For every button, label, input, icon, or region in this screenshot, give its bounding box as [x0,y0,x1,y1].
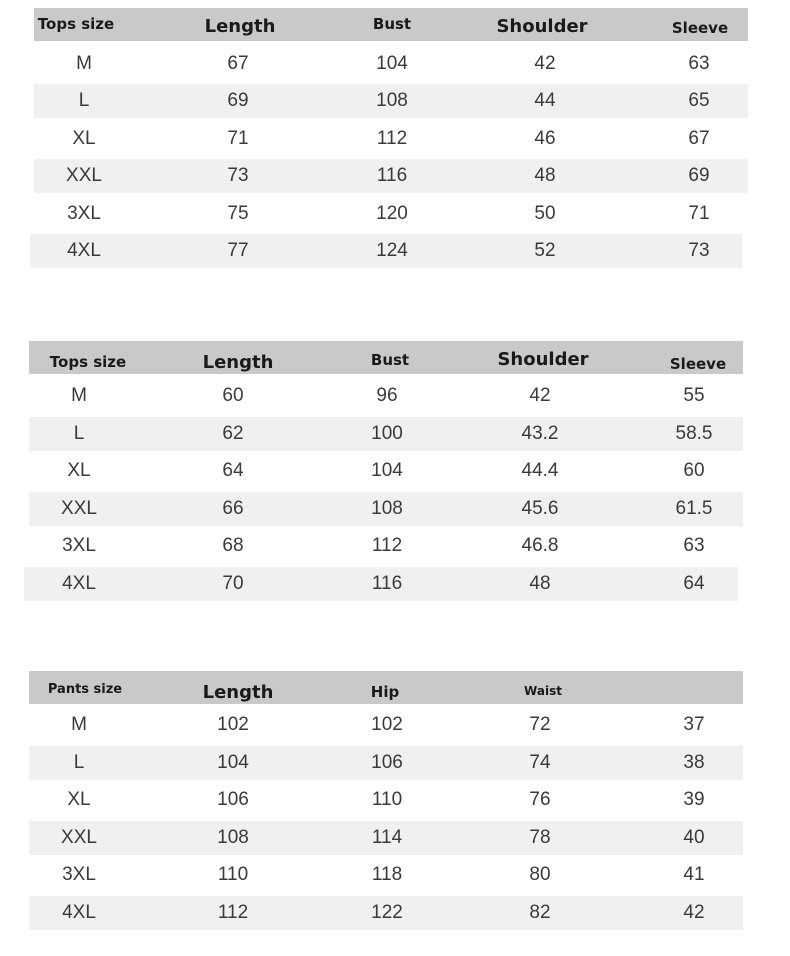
cell-length: 104 [217,752,249,773]
cell-length: 108 [217,827,249,848]
cell-waist: 78 [529,827,551,848]
cell-size: 3XL [67,203,101,224]
cell-waist: 80 [529,864,551,885]
cell-shoulder: 48 [534,165,556,186]
cell-size: XXL [61,498,97,519]
cell-length: 77 [227,240,249,261]
cell-shoulder: 50 [534,203,556,224]
cell-length: 62 [222,423,244,444]
cell-sleeve: 67 [688,128,710,149]
cell-bust: 96 [376,385,398,406]
header-sleeve: Sleeve [669,355,727,373]
table-row [29,492,743,526]
cell-waist: 76 [529,789,551,810]
size-table-pants [29,671,743,931]
cell-size: L [73,423,85,444]
cell-size: XL [67,460,91,481]
cell-shoulder: 45.6 [521,498,559,519]
cell-length: 67 [227,53,249,74]
cell-extra: 39 [683,789,705,810]
cell-shoulder: 46.8 [521,535,559,556]
table-row [29,783,743,817]
cell-size: L [73,752,85,773]
cell-length: 73 [227,165,249,186]
cell-size: XL [67,789,91,810]
table-row [30,234,742,268]
cell-sleeve: 60 [683,460,705,481]
cell-size: XL [72,128,96,149]
cell-length: 69 [227,90,249,111]
cell-shoulder: 42 [534,53,556,74]
cell-size: XXL [66,165,102,186]
cell-extra: 37 [683,714,705,735]
cell-length: 102 [217,714,249,735]
cell-length: 106 [217,789,249,810]
cell-bust: 104 [371,460,403,481]
cell-bust: 116 [376,165,408,186]
table-row [34,122,748,156]
cell-sleeve: 73 [688,240,710,261]
cell-hip: 106 [371,752,403,773]
cell-shoulder: 42 [529,385,551,406]
cell-bust: 124 [376,240,408,261]
header-waist: Waist [524,684,562,698]
table-row [34,84,748,118]
cell-bust: 112 [376,128,408,149]
cell-shoulder: 46 [534,128,556,149]
cell-length: 112 [217,902,249,923]
size-table-tops-2 [29,341,743,601]
cell-size: 4XL [62,902,96,923]
cell-length: 70 [222,573,244,594]
cell-length: 110 [217,864,249,885]
cell-length: 71 [227,128,249,149]
cell-size: 3XL [62,864,96,885]
cell-size: M [76,53,92,74]
cell-length: 64 [222,460,244,481]
cell-hip: 118 [371,864,403,885]
cell-waist: 72 [529,714,551,735]
cell-bust: 100 [371,423,403,444]
table-row [29,708,743,742]
table-row [34,47,748,81]
cell-bust: 112 [371,535,403,556]
table-row [29,896,743,930]
cell-sleeve: 65 [688,90,710,111]
cell-sleeve: 55 [683,385,705,406]
cell-size: M [71,385,87,406]
cell-shoulder: 43.2 [521,423,559,444]
header-length: Length [202,682,274,703]
cell-bust: 108 [371,498,403,519]
cell-bust: 108 [376,90,408,111]
cell-extra: 42 [683,902,705,923]
header-shoulder: Shoulder [496,16,588,37]
table-row [34,197,748,231]
header-size: Tops size [37,15,115,33]
table-header [29,671,743,704]
cell-bust: 104 [376,53,408,74]
cell-bust: 120 [376,203,408,224]
cell-hip: 110 [371,789,403,810]
cell-hip: 114 [371,827,403,848]
cell-sleeve: 58.5 [675,423,713,444]
header-sleeve: Sleeve [671,19,729,37]
cell-size: 4XL [62,573,96,594]
table-row [24,567,738,601]
table-row [29,746,743,780]
size-table-tops-1 [34,8,748,268]
cell-size: XXL [61,827,97,848]
cell-extra: 40 [683,827,705,848]
cell-length: 66 [222,498,244,519]
cell-bust: 116 [371,573,403,594]
cell-hip: 102 [371,714,403,735]
cell-shoulder: 48 [529,573,551,594]
cell-waist: 74 [529,752,551,773]
table-header [34,8,748,41]
cell-size: 4XL [67,240,101,261]
header-hip: Hip [370,683,400,701]
cell-shoulder: 44.4 [521,460,559,481]
cell-sleeve: 71 [688,203,710,224]
table-row [29,454,743,488]
cell-size: M [71,714,87,735]
cell-length: 75 [227,203,249,224]
cell-size: L [78,90,90,111]
header-length: Length [204,16,276,37]
header-size: Tops size [49,353,127,371]
header-length: Length [202,352,274,373]
cell-hip: 122 [371,902,403,923]
cell-sleeve: 63 [688,53,710,74]
table-row [29,417,743,451]
cell-length: 68 [222,535,244,556]
cell-length: 60 [222,385,244,406]
header-bust: Bust [370,351,410,369]
table-row [34,159,748,193]
cell-extra: 38 [683,752,705,773]
table-header [29,341,743,374]
cell-extra: 41 [683,864,705,885]
cell-shoulder: 52 [534,240,556,261]
table-row [29,858,743,892]
table-row [29,529,743,563]
header-bust: Bust [372,15,412,33]
cell-shoulder: 44 [534,90,556,111]
cell-waist: 82 [529,902,551,923]
header-shoulder: Shoulder [497,349,589,370]
header-size: Pants size [47,682,123,697]
table-row [29,821,743,855]
cell-sleeve: 63 [683,535,705,556]
cell-size: 3XL [62,535,96,556]
table-row [29,379,743,413]
cell-sleeve: 64 [683,573,705,594]
cell-sleeve: 61.5 [675,498,713,519]
cell-sleeve: 69 [688,165,710,186]
